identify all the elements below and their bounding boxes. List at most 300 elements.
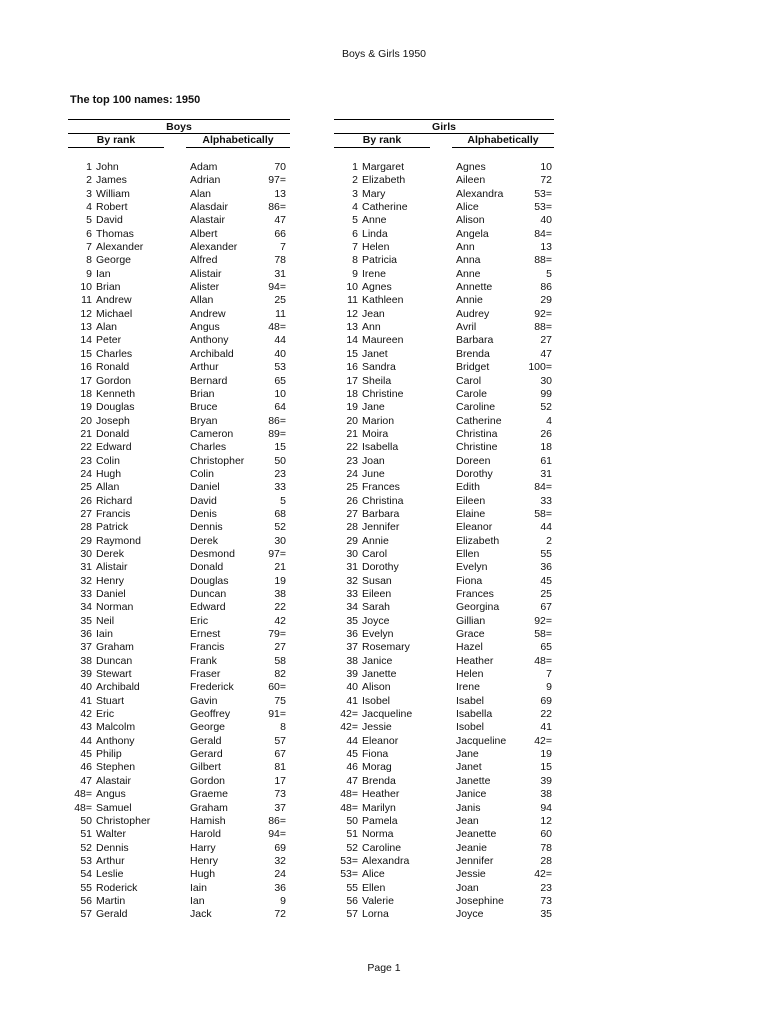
girls-alpha-name: Brenda (456, 347, 490, 360)
boys-rank: 54 (80, 868, 92, 881)
boys-alphabetically-header: Alphabetically (202, 134, 274, 146)
boys-rank: 10 (80, 281, 92, 294)
girls-alpha-rank: 33 (540, 494, 552, 507)
girls-rank-name: Anne (362, 214, 387, 227)
boys-alpha-rank: 79= (268, 628, 286, 641)
names-table-body (0, 161, 768, 922)
girls-rank: 1 (352, 161, 358, 173)
boys-alpha-name: George (190, 721, 226, 734)
boys-rank-name: Joseph (96, 414, 130, 427)
girls-alpha-name: Annie (456, 294, 483, 307)
boys-rank: 50 (80, 814, 92, 827)
boys-rank: 31 (80, 561, 92, 574)
boys-alpha-rank: 66 (274, 227, 286, 240)
boys-rank-name: Graham (96, 641, 134, 654)
boys-rank: 29 (80, 534, 92, 547)
boys-alpha-name: Albert (190, 227, 218, 240)
girls-rank-name: Alexandra (362, 854, 410, 867)
boys-rank: 47 (80, 774, 92, 787)
table-row (0, 882, 768, 895)
boys-rank: 11 (81, 294, 92, 307)
girls-rank-name: Fiona (362, 748, 389, 761)
girls-alpha-name: Anna (456, 254, 481, 267)
table-row (0, 615, 768, 628)
boys-alpha-rank: 48= (268, 321, 286, 334)
girls-alpha-rank: 44 (540, 521, 552, 534)
girls-alpha-name: Janis (456, 801, 481, 814)
table-row (0, 348, 768, 361)
girls-by-rank-rule (334, 147, 430, 148)
boys-rank: 20 (80, 414, 92, 427)
table-row (0, 761, 768, 774)
boys-rank-name: Malcolm (96, 721, 136, 734)
boys-rank-name: Donald (96, 427, 130, 440)
page-number: Page 1 (367, 962, 401, 974)
girls-alpha-rank: 27 (540, 334, 552, 347)
girls-alpha-name: Caroline (456, 401, 496, 414)
girls-rank: 23 (346, 454, 358, 467)
table-row (0, 908, 768, 921)
girls-alpha-name: Alison (456, 214, 485, 227)
girls-alpha-rank: 13 (540, 241, 552, 254)
boys-alpha-rank: 86= (268, 414, 286, 427)
boys-rank: 41 (80, 694, 92, 707)
girls-rank-name: Marion (362, 414, 395, 427)
boys-alpha-rank: 24 (274, 868, 286, 881)
table-row (0, 815, 768, 828)
girls-rank-name: Moira (362, 427, 389, 440)
boys-alpha-name: Archibald (190, 347, 234, 360)
boys-rank-name: Derek (96, 547, 125, 560)
girls-alpha-name: Janice (456, 788, 487, 801)
boys-alpha-name: Ernest (190, 628, 221, 641)
girls-alpha-name: Jennifer (456, 854, 494, 867)
boys-rank: 44 (80, 734, 92, 747)
boys-rank-name: Gordon (96, 374, 132, 387)
girls-alpha-name: Jean (456, 814, 479, 827)
girls-rank-name: Evelyn (362, 628, 394, 641)
girls-rank: 22 (346, 441, 358, 454)
girls-alpha-name: Audrey (456, 307, 490, 320)
girls-rank: 34 (346, 601, 358, 614)
boys-rank-name: Edward (96, 441, 132, 454)
boys-alpha-rank: 97= (268, 174, 286, 187)
girls-rank: 21 (346, 427, 358, 440)
girls-alpha-rank: 28 (540, 854, 552, 867)
girls-rank: 24 (346, 467, 358, 480)
girls-alpha-name: Christine (456, 441, 498, 454)
boys-alpha-name: Bernard (190, 374, 228, 387)
boys-alphabetically-rule (186, 147, 290, 148)
girls-top-rule (334, 119, 554, 120)
boys-alpha-name: Gerard (190, 748, 223, 761)
girls-alpha-name: Avril (456, 321, 477, 334)
girls-rank: 14 (346, 334, 358, 347)
boys-alpha-rank: 94= (268, 281, 286, 294)
girls-rank-name: Margaret (362, 161, 405, 173)
girls-alpha-rank: 25 (540, 588, 552, 600)
girls-alpha-name: Dorothy (456, 467, 493, 480)
boys-group-header: Boys (166, 121, 192, 133)
boys-rank: 52 (80, 841, 92, 854)
girls-alpha-name: Fiona (456, 574, 483, 587)
table-row (0, 214, 768, 227)
girls-rank: 55 (346, 881, 358, 894)
boys-rank-name: John (96, 161, 119, 173)
boys-rank: 55 (80, 881, 92, 894)
table-row (0, 628, 768, 641)
boys-rank: 43 (80, 721, 92, 734)
girls-rank-name: Mary (362, 187, 386, 200)
girls-alpha-rank: 31 (540, 467, 552, 480)
boys-rank: 3 (86, 187, 92, 200)
girls-alpha-name: Carol (456, 374, 482, 387)
girls-alpha-rank: 58= (534, 628, 552, 641)
girls-alpha-rank: 7 (546, 668, 552, 681)
boys-alpha-rank: 97= (268, 547, 286, 560)
boys-rank: 48= (74, 788, 92, 801)
girls-rank: 38 (346, 654, 358, 667)
girls-rank-name: Isabella (362, 441, 399, 454)
boys-rank: 53 (80, 854, 92, 867)
boys-rank: 39 (80, 668, 92, 681)
boys-rank-name: Raymond (96, 534, 141, 547)
girls-rank-name: Susan (362, 574, 392, 587)
girls-rank: 42= (340, 708, 358, 721)
girls-rank-name: Eleanor (362, 734, 399, 747)
girls-alpha-name: Eleanor (456, 521, 493, 534)
boys-alpha-name: Anthony (190, 334, 229, 347)
girls-rank-name: Barbara (362, 507, 400, 520)
girls-rank-name: Christine (362, 387, 404, 400)
boys-alpha-rank: 53 (274, 361, 286, 374)
boys-alpha-name: Harry (190, 841, 216, 854)
girls-rank: 27 (346, 507, 358, 520)
girls-alpha-name: Alexandra (456, 187, 504, 200)
table-row (0, 375, 768, 388)
girls-alpha-name: Josephine (456, 894, 504, 907)
girls-rank-name: Carol (362, 547, 388, 560)
girls-rank: 31 (346, 561, 358, 574)
girls-alpha-name: Jeanette (456, 828, 497, 841)
girls-rank: 35 (346, 614, 358, 627)
girls-rank: 33 (346, 588, 358, 600)
girls-alpha-rank: 36 (540, 561, 552, 574)
boys-rank-name: Alastair (96, 774, 132, 787)
boys-alpha-name: Alistair (190, 267, 222, 280)
boys-alpha-name: Alastair (190, 214, 226, 227)
boys-alpha-name: Denis (190, 507, 217, 520)
boys-alpha-rank: 40 (274, 347, 286, 360)
boys-alpha-name: Gerald (190, 734, 222, 747)
boys-rank-name: Stewart (96, 668, 132, 681)
girls-rank: 48= (340, 788, 358, 801)
girls-alpha-rank: 53= (534, 201, 552, 214)
table-row (0, 788, 768, 801)
girls-alpha-name: Isabel (456, 694, 485, 707)
girls-alpha-rank: 99 (540, 387, 552, 400)
table-row (0, 441, 768, 454)
boys-rank-name: Francis (96, 507, 131, 520)
table-row (0, 521, 768, 534)
girls-alpha-rank: 15 (540, 761, 552, 774)
boys-alpha-rank: 42 (274, 614, 286, 627)
boys-alpha-rank: 30 (274, 534, 286, 547)
girls-alpha-rank: 42= (534, 734, 552, 747)
boys-rank-name: Charles (96, 347, 133, 360)
girls-alpha-rank: 69 (540, 694, 552, 707)
girls-alpha-rank: 52 (540, 401, 552, 414)
boys-rank: 32 (80, 574, 92, 587)
table-row (0, 174, 768, 187)
table-row (0, 415, 768, 428)
girls-rank-name: Jennifer (362, 521, 400, 534)
boys-alpha-rank: 64 (274, 401, 286, 414)
girls-rank-name: Rosemary (362, 641, 410, 654)
boys-alpha-rank: 23 (274, 467, 286, 480)
boys-alpha-rank: 73 (274, 788, 286, 801)
girls-rank-name: Linda (362, 227, 388, 240)
boys-alpha-rank: 32 (274, 854, 286, 867)
girls-rank: 37 (346, 641, 358, 654)
boys-alpha-rank: 94= (268, 828, 286, 841)
boys-alpha-name: Desmond (190, 547, 235, 560)
boys-alpha-name: Jack (190, 908, 212, 921)
boys-rank: 13 (80, 321, 92, 334)
boys-alpha-rank: 27 (274, 641, 286, 654)
boys-alpha-name: David (190, 494, 217, 507)
girls-rank: 53= (340, 868, 358, 881)
girls-alpha-name: Janette (456, 774, 491, 787)
boys-alpha-name: Graham (190, 801, 228, 814)
boys-rank-name: Martin (96, 894, 126, 907)
table-row (0, 254, 768, 267)
boys-rank-name: Ian (96, 267, 111, 280)
boys-alpha-rank: 17 (274, 774, 286, 787)
table-row (0, 721, 768, 734)
girls-rank: 25 (346, 481, 358, 494)
boys-rank-name: Michael (96, 307, 133, 320)
table-row (0, 575, 768, 588)
girls-alpha-rank: 92= (534, 614, 552, 627)
boys-alpha-rank: 78 (274, 254, 286, 267)
table-row (0, 695, 768, 708)
boys-alpha-name: Ian (190, 894, 205, 907)
girls-rank-name: Janet (362, 347, 388, 360)
boys-rank-name: Brian (96, 281, 121, 294)
boys-rank-name: Philip (96, 748, 122, 761)
girls-alpha-name: Joan (456, 881, 479, 894)
girls-rank: 7 (352, 241, 358, 254)
boys-alpha-rank: 9 (280, 894, 286, 907)
boys-top-rule (68, 119, 290, 120)
girls-alpha-rank: 38 (540, 788, 552, 801)
boys-rank-name: Eric (96, 708, 115, 721)
girls-rank-name: Pamela (362, 814, 398, 827)
girls-rank-name: Annie (362, 534, 389, 547)
girls-rank: 36 (346, 628, 358, 641)
girls-rank-name: Patricia (362, 254, 398, 267)
girls-alpha-name: Gillian (456, 614, 486, 627)
boys-alpha-name: Arthur (190, 361, 219, 374)
girls-alpha-name: Jeanie (456, 841, 487, 854)
boys-alpha-name: Alfred (190, 254, 218, 267)
boys-rank-name: Gerald (96, 908, 128, 921)
boys-rank: 23 (80, 454, 92, 467)
boys-rank: 14 (80, 334, 92, 347)
boys-alpha-name: Adam (190, 161, 218, 173)
girls-rank-name: Joan (362, 454, 385, 467)
girls-rank-name: Joyce (362, 614, 390, 627)
girls-rank: 32 (346, 574, 358, 587)
girls-rank-name: June (362, 467, 385, 480)
table-row (0, 708, 768, 721)
boys-alpha-rank: 37 (274, 801, 286, 814)
girls-rank: 39 (346, 668, 358, 681)
girls-alpha-rank: 53= (534, 187, 552, 200)
girls-alpha-rank: 88= (534, 254, 552, 267)
girls-alpha-rank: 47 (540, 347, 552, 360)
boys-rank: 27 (80, 507, 92, 520)
boys-alpha-rank: 60= (268, 681, 286, 694)
boys-alpha-rank: 70 (274, 161, 286, 173)
girls-rank: 8 (352, 254, 358, 267)
girls-alpha-name: Aileen (456, 174, 486, 187)
boys-rank: 12 (80, 307, 92, 320)
girls-alpha-rank: 48= (534, 654, 552, 667)
girls-alphabetically-header: Alphabetically (467, 134, 539, 146)
boys-rank: 16 (80, 361, 92, 374)
girls-alpha-name: Irene (456, 681, 480, 694)
girls-alpha-rank: 30 (540, 374, 552, 387)
boys-alpha-name: Harold (190, 828, 221, 841)
girls-alpha-rank: 94 (540, 801, 552, 814)
table-row (0, 748, 768, 761)
table-row (0, 228, 768, 241)
boys-alpha-name: Gavin (190, 694, 218, 707)
table-row (0, 308, 768, 321)
girls-alpha-name: Elizabeth (456, 534, 500, 547)
table-row (0, 428, 768, 441)
girls-by-rank-header: By rank (362, 134, 402, 146)
table-row (0, 188, 768, 201)
girls-alpha-name: Bridget (456, 361, 490, 374)
girls-alpha-name: Isabella (456, 708, 493, 721)
table-row (0, 855, 768, 868)
boys-alpha-name: Charles (190, 441, 227, 454)
boys-alpha-name: Hugh (190, 868, 216, 881)
girls-rank-name: Caroline (362, 841, 402, 854)
boys-alpha-rank: 89= (268, 427, 286, 440)
girls-alpha-name: Isobel (456, 721, 485, 734)
boys-rank-name: Samuel (96, 801, 132, 814)
boys-rank-name: Hugh (96, 467, 122, 480)
girls-alpha-name: Georgina (456, 601, 500, 614)
boys-rank: 9 (86, 267, 92, 280)
girls-rank: 45 (346, 748, 358, 761)
girls-alpha-rank: 2 (546, 534, 552, 547)
boys-alpha-name: Alister (190, 281, 220, 294)
boys-alpha-rank: 47 (274, 214, 286, 227)
girls-rank: 26 (346, 494, 358, 507)
girls-alpha-name: Joyce (456, 908, 484, 921)
girls-rank-name: Ann (362, 321, 381, 334)
boys-alpha-rank: 8 (280, 721, 286, 734)
girls-alpha-rank: 10 (540, 161, 552, 173)
boys-alpha-name: Gordon (190, 774, 226, 787)
girls-alpha-rank: 100= (528, 361, 552, 374)
girls-rank-name: Brenda (362, 774, 396, 787)
boys-alpha-rank: 19 (274, 574, 286, 587)
table-title: The top 100 names: 1950 (70, 94, 201, 106)
boys-rank: 21 (80, 427, 92, 440)
boys-rank: 28 (80, 521, 92, 534)
girls-alpha-rank: 22 (540, 708, 552, 721)
girls-rank: 16 (346, 361, 358, 374)
girls-alpha-name: Anne (456, 267, 481, 280)
boys-alpha-name: Dennis (190, 521, 223, 534)
boys-alpha-name: Frank (190, 654, 217, 667)
boys-alpha-name: Frederick (190, 681, 234, 694)
girls-rank-name: Alison (362, 681, 391, 694)
girls-alpha-rank: 9 (546, 681, 552, 694)
girls-rank-name: Agnes (362, 281, 392, 294)
girls-rank-name: Sandra (362, 361, 396, 374)
boys-rank-name: Arthur (96, 854, 125, 867)
boys-rank-name: Anthony (96, 734, 135, 747)
table-row (0, 681, 768, 694)
girls-alpha-rank: 84= (534, 481, 552, 494)
girls-alpha-rank: 65 (540, 641, 552, 654)
boys-alpha-rank: 13 (274, 187, 286, 200)
boys-rank: 35 (80, 614, 92, 627)
table-row (0, 655, 768, 668)
girls-rank-name: Janice (362, 654, 393, 667)
boys-alpha-name: Gilbert (190, 761, 221, 774)
girls-alpha-rank: 92= (534, 307, 552, 320)
boys-alpha-name: Brian (190, 387, 215, 400)
boys-alpha-name: Fraser (190, 668, 221, 681)
girls-alpha-rank: 84= (534, 227, 552, 240)
boys-alpha-rank: 33 (274, 481, 286, 494)
boys-alpha-rank: 65 (274, 374, 286, 387)
boys-alpha-rank: 86= (268, 814, 286, 827)
girls-alpha-rank: 40 (540, 214, 552, 227)
boys-alpha-rank: 81 (274, 761, 286, 774)
boys-rank: 36 (80, 628, 92, 641)
table-row (0, 468, 768, 481)
boys-alpha-rank: 50 (274, 454, 286, 467)
table-row (0, 241, 768, 254)
boys-rank-name: Stuart (96, 694, 125, 707)
boys-rank: 15 (80, 347, 92, 360)
girls-rank-name: Jane (362, 401, 385, 414)
boys-alpha-name: Geoffrey (190, 708, 231, 721)
boys-alpha-name: Bruce (190, 401, 218, 414)
girls-rank-name: Frances (362, 481, 400, 494)
girls-group-header: Girls (432, 121, 456, 133)
boys-alpha-name: Allan (190, 294, 214, 307)
boys-alpha-name: Derek (190, 534, 219, 547)
girls-rank: 48= (340, 801, 358, 814)
boys-rank-name: Roderick (96, 881, 138, 894)
boys-alpha-rank: 38 (274, 588, 286, 600)
boys-rank: 19 (80, 401, 92, 414)
girls-alpha-rank: 73 (540, 894, 552, 907)
boys-alpha-name: Andrew (190, 307, 226, 320)
page-header-title: Boys & Girls 1950 (341, 48, 427, 60)
boys-alpha-name: Daniel (190, 481, 220, 494)
